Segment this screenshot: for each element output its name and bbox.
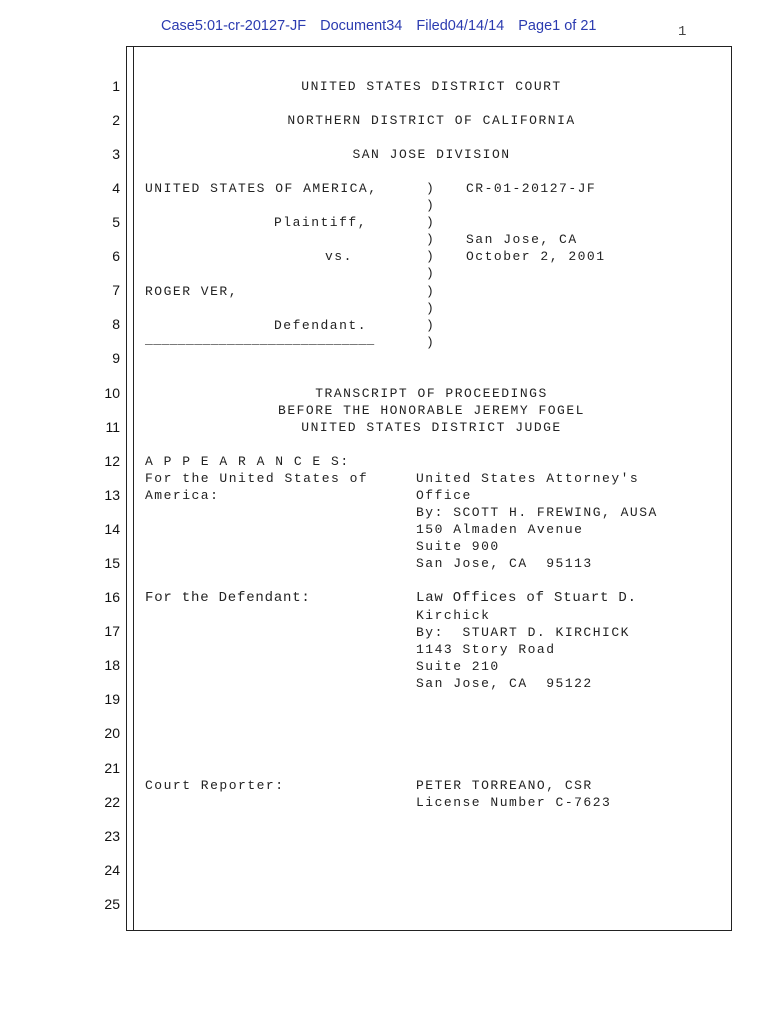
line-number: 21 (104, 760, 120, 776)
caption-underline: ____________________________ (145, 332, 375, 347)
line-number: 23 (104, 828, 120, 844)
defendant-label: Defendant. (274, 318, 368, 333)
plaintiff-name: UNITED STATES OF AMERICA, (145, 181, 378, 196)
caption-paren: ) (426, 284, 436, 299)
caption-paren: ) (426, 249, 436, 264)
line-number: 8 (112, 316, 120, 332)
court-district: NORTHERN DISTRICT OF CALIFORNIA (287, 113, 576, 128)
filed-date-header: Filed04/14/14 (416, 18, 505, 34)
plaintiff-label: Plaintiff, (274, 215, 368, 230)
def-counsel-line: Suite 210 (416, 659, 500, 674)
defendant-name: ROGER VER, (145, 284, 239, 299)
line-number: 19 (104, 691, 120, 707)
line-number: 9 (112, 350, 120, 366)
transcript-title: TRANSCRIPT OF PROCEEDINGS (315, 386, 548, 401)
line-number: 4 (112, 180, 120, 196)
line-number: 14 (104, 521, 120, 537)
line-number: 1 (112, 78, 120, 94)
page-number: 1 (678, 24, 687, 40)
line-number: 15 (104, 555, 120, 571)
gov-counsel-line: 150 Almaden Avenue (416, 522, 584, 537)
line-number: 13 (104, 487, 120, 503)
line-number: 12 (104, 453, 120, 469)
line-number: 10 (104, 385, 120, 401)
gov-counsel-line: Office (416, 488, 472, 503)
gov-counsel-line: By: SCOTT H. FREWING, AUSA (416, 505, 658, 520)
gov-label: For the United States of (145, 471, 369, 486)
judge-line: BEFORE THE HONORABLE JEREMY FOGEL (278, 403, 585, 418)
line-number: 17 (104, 623, 120, 639)
caption-paren: ) (426, 198, 436, 213)
line-number: 5 (112, 214, 120, 230)
margin-rule (133, 46, 134, 931)
line-number: 2 (112, 112, 120, 128)
caption-paren: ) (426, 335, 436, 350)
reporter-license: License Number C-7623 (416, 795, 612, 810)
gov-counsel-line: United States Attorney's (416, 471, 640, 486)
hearing-date: October 2, 2001 (466, 249, 606, 264)
line-number: 6 (112, 248, 120, 264)
reporter-label: Court Reporter: (145, 778, 285, 793)
caption-paren: ) (426, 215, 436, 230)
caption-paren: ) (426, 266, 436, 281)
caption-paren: ) (426, 301, 436, 316)
def-counsel-line: Law Offices of Stuart D. (416, 590, 637, 606)
caption-paren: ) (426, 318, 436, 333)
caption-paren: ) (426, 181, 436, 196)
def-counsel-line: Kirchick (416, 608, 491, 623)
line-number: 11 (105, 419, 120, 435)
line-number: 20 (104, 725, 120, 741)
versus: vs. (325, 249, 353, 264)
appearances-heading: A P P E A R A N C E S: (145, 454, 350, 469)
hearing-location: San Jose, CA (466, 232, 578, 247)
line-number: 22 (104, 794, 120, 810)
case-number-header: Case5:01-cr-20127-JF (161, 18, 307, 34)
gov-label-continued: America: (145, 488, 220, 503)
caption-paren: ) (426, 232, 436, 247)
page-count-header: Page1 of 21 (518, 18, 597, 34)
court-name: UNITED STATES DISTRICT COURT (301, 79, 562, 94)
def-label: For the Defendant: (145, 590, 311, 606)
court-division: SAN JOSE DIVISION (352, 147, 511, 162)
judge-title: UNITED STATES DISTRICT JUDGE (301, 420, 562, 435)
def-counsel-line: By: STUART D. KIRCHICK (416, 625, 630, 640)
line-number: 25 (104, 896, 120, 912)
line-number: 7 (112, 282, 120, 298)
filing-header (161, 18, 606, 34)
gov-counsel-line: San Jose, CA 95113 (416, 556, 593, 571)
case-number: CR-01-20127-JF (466, 181, 597, 196)
reporter-name: PETER TORREANO, CSR (416, 778, 593, 793)
def-counsel-line: San Jose, CA 95122 (416, 676, 593, 691)
document-number-header: Document34 (320, 18, 403, 34)
gov-counsel-line: Suite 900 (416, 539, 500, 554)
line-number: 24 (104, 862, 120, 878)
line-number: 16 (104, 589, 120, 605)
def-counsel-line: 1143 Story Road (416, 642, 556, 657)
line-number: 3 (112, 146, 120, 162)
line-number: 18 (104, 657, 120, 673)
